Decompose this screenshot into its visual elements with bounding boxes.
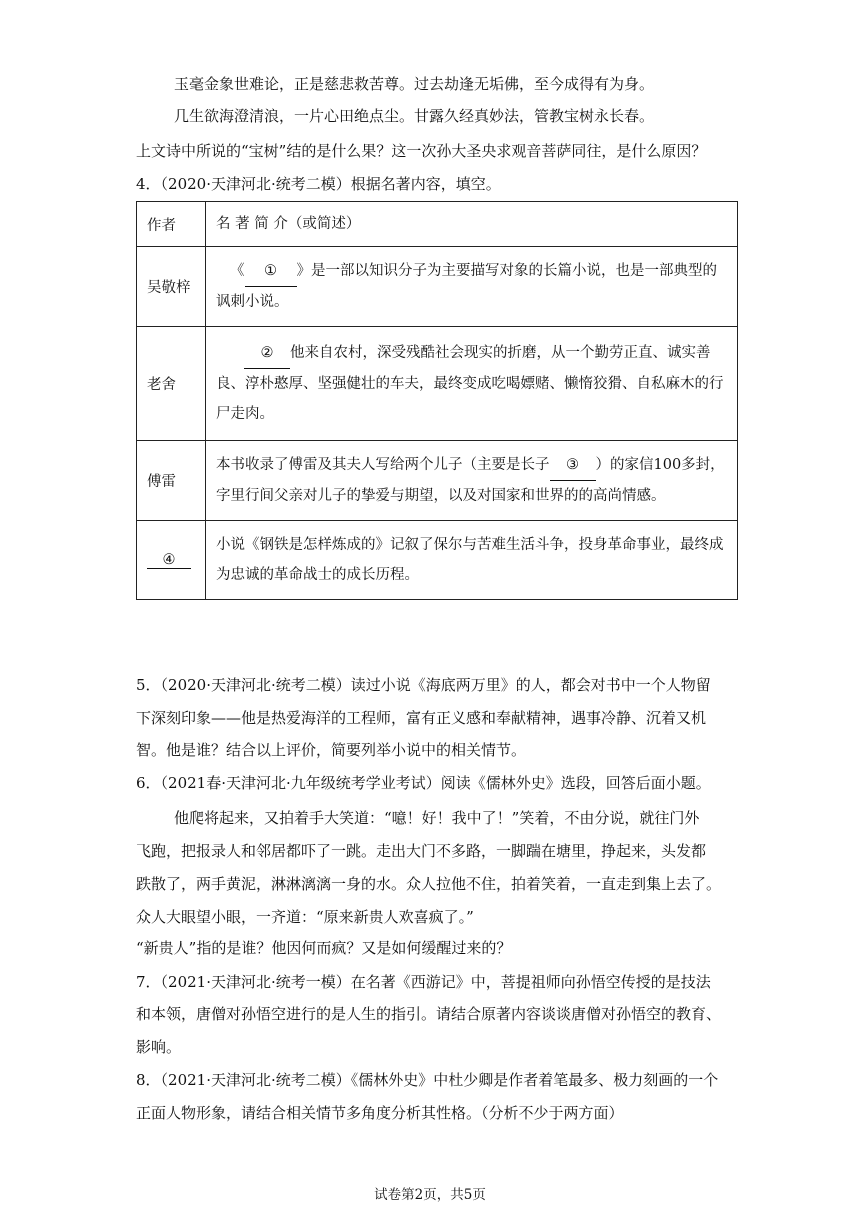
row-author: 老舍 [137, 327, 206, 441]
answer-blank-1: ① [245, 256, 297, 287]
excerpt-line-2: 飞跑，把报录人和邻居都吓了一跳。走出大门不多路，一脚踹在塘里，挣起来，头发都 [136, 842, 707, 860]
question-3-tail: 上文诗中所说的“宝树”结的是什么果？这一次孙大圣央求观音菩萨同往，是什么原因？ [136, 142, 707, 160]
poem-line-2: 几生欲海澄清浪，一片心田绝点尘。甘露久经真妙法，管教宝树永长春。 [174, 107, 655, 125]
question-5-line-1: 5．（2020·天津河北·统考二模）读过小说《海底两万里》的人，都会对书中一个人物留 [136, 676, 711, 694]
question-8-line-2: 正面人物形象，请结合相关情节多角度分析其性格。（分析不少于两方面） [136, 1104, 624, 1122]
question-7-line-2: 和本领，唐僧对孙悟空进行的是人生的指引。请结合原著内容谈谈唐僧对孙悟空的教育、 [136, 1005, 722, 1023]
header-description: 名 著 简 介（或简述） [206, 202, 738, 247]
header-author: 作者 [137, 202, 206, 247]
question-4-stem: 4．（2020·天津河北·统考二模）根据名著内容，填空。 [136, 175, 501, 193]
answer-blank-4: ④ [147, 552, 191, 569]
answer-blank-3: ③ [550, 450, 596, 481]
row-description [206, 327, 738, 441]
masterpiece-table [136, 201, 738, 600]
question-5-line-3: 智。他是谁？结合以上评价，简要列举小说中的相关情节。 [136, 741, 527, 759]
table-row [137, 327, 738, 441]
row-description [206, 441, 738, 521]
question-5-line-2: 下深刻印象——他是热爱海洋的工程师，富有正义感和奉献精神，遇事冷静、沉着又机 [136, 709, 707, 727]
row-author [137, 521, 206, 600]
table-row [137, 521, 738, 600]
answer-blank-2: ② [244, 338, 290, 369]
row-text-post: 他来自农村，深受残酷社会现实的折磨，从一个勤劳正直、诚实善良、淳朴憨厚、坚强健壮的车夫，最终变成吃喝嫖赌、懒惰狡猾、自私麻木的行尸走肉。 [216, 345, 724, 422]
row-author: 傅雷 [137, 441, 206, 521]
row-text-post: ）的家信100多封，字里行间父亲对儿子的挚爱与期望，以及对国家和世界的的高尚情感。 [216, 457, 725, 504]
row-author: 吴敬梓 [137, 247, 206, 327]
row-text-pre: 《 [230, 263, 245, 279]
excerpt-line-4: 众人大眼望小眼，一齐道：“原来新贵人欢喜疯了。” [136, 908, 474, 926]
question-7-line-1: 7．（2021·天津河北·统考一模）在名著《西游记》中，菩提祖师向孙悟空传授的是技法 [136, 973, 711, 991]
excerpt-line-3: 跌散了，两手黄泥，淋淋漓漓一身的水。众人拉他不住，拍着笑着，一直走到集上去了。 [136, 875, 722, 893]
question-6-stem: 6．（2021春·天津河北·九年级统考学业考试）阅读《儒林外史》选段，回答后面小题。 [136, 774, 711, 792]
table-row [137, 441, 738, 521]
table-header-row [137, 202, 738, 247]
table-row [137, 247, 738, 327]
excerpt-line-1: 他爬将起来，又拍着手大笑道：“噫！好！我中了！”笑着，不由分说，就往门外 [174, 809, 700, 827]
row-description: 小说《钢铁是怎样炼成的》记叙了保尔与苦难生活斗争，投身革命事业，最终成为忠诚的革命战士的成长历程。 [206, 521, 738, 600]
row-text-post: 》是一部以知识分子为主要描写对象的长篇小说，也是一部典型的讽刺小说。 [216, 263, 717, 310]
row-text-pre: 本书收录了傅雷及其夫人写给两个儿子（主要是长子 [216, 457, 550, 473]
row-description [206, 247, 738, 327]
question-7-line-3: 影响。 [136, 1038, 182, 1056]
page-footer: 试卷第2页，共5页 [374, 1187, 486, 1203]
poem-line-1: 玉毫金象世难论，正是慈悲救苦尊。过去劫逢无垢佛，至今成得有为身。 [174, 75, 655, 93]
question-6-question: “新贵人”指的是谁？他因何而疯？又是如何缓醒过来的？ [136, 939, 512, 957]
question-8-line-1: 8．（2021·天津河北·统考二模）《儒林外史》中杜少卿是作者着笔最多、极力刻画的一个 [136, 1071, 719, 1089]
